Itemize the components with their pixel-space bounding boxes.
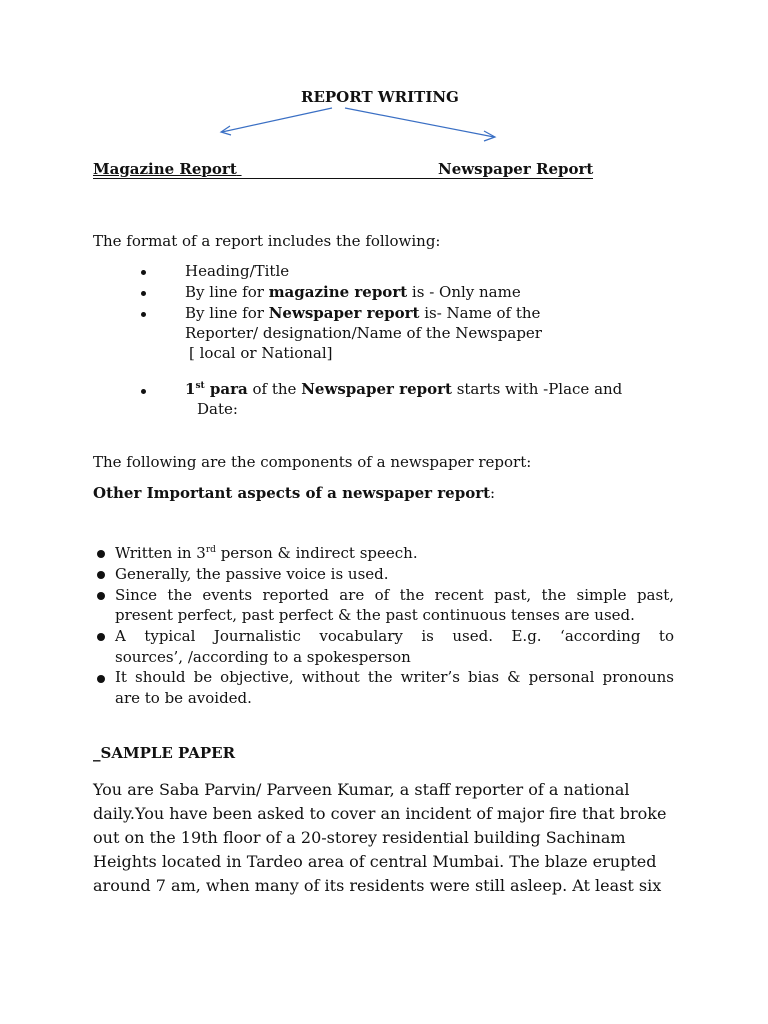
text-span: is - Only name — [407, 283, 521, 301]
aspects-heading — [93, 484, 495, 502]
text-span: of the — [247, 380, 302, 398]
sample-paper-line: You are Saba Parvin/ Parveen Kumar, a staff reporter of a national — [93, 780, 630, 799]
text-span: person & indirect speech. — [215, 544, 418, 562]
bullet-dot — [141, 291, 146, 296]
arrow-left-line — [222, 108, 332, 132]
format-item-byline-newspaper — [185, 304, 540, 322]
text-span: By line for — [185, 283, 269, 301]
text-bold: Newspaper report — [268, 304, 420, 322]
format-item-byline-magazine — [185, 283, 521, 301]
text-span: para — [204, 380, 248, 398]
bullet-dot — [141, 270, 146, 275]
bullet-dot — [97, 592, 105, 600]
aspect-item-tenses: Since the events reported are of the recent past, the simple past, — [115, 586, 674, 604]
aspect-item-vocabulary-line2: sources’, /according to a spokesperson — [115, 648, 411, 666]
page-title: REPORT WRITING — [301, 88, 459, 106]
superscript: rd — [205, 545, 216, 555]
format-item-byline-newspaper-line3: [ local or National] — [189, 344, 333, 362]
format-item-first-para-line2: Date: — [197, 400, 238, 418]
superscript: st — [195, 381, 205, 391]
format-item-heading: Heading/Title — [185, 262, 290, 280]
format-item-byline-newspaper-line2: Reporter/ designation/Name of the Newspaper — [185, 324, 542, 342]
bullet-dot — [141, 389, 146, 394]
format-item-first-para — [185, 380, 622, 398]
newspaper-report-label: Newspaper Report — [438, 160, 594, 178]
aspect-item-vocabulary: A typical Journalistic vocabulary is used. E.g. ‘according to — [115, 627, 674, 645]
format-intro: The format of a report includes the following: — [93, 232, 441, 250]
aspect-item-objective: It should be objective, without the writer’s bias & personal pronouns — [115, 668, 674, 686]
text-bold: Newspaper report — [301, 380, 452, 398]
sample-paper-line: around 7 am, when many of its residents were still asleep. At least six — [93, 876, 662, 895]
text-span: : — [490, 484, 496, 502]
text-bold: magazine report — [268, 283, 408, 301]
aspect-item-passive: Generally, the passive voice is used. — [115, 565, 389, 583]
text-span: 1 — [185, 380, 196, 398]
magazine-report-label: Magazine Report — [93, 160, 237, 178]
bullet-dot — [97, 550, 105, 558]
sample-paper-line: Heights located in Tardeo area of central Mumbai. The blaze erupted — [93, 852, 657, 871]
sample-paper-line: out on the 19th floor of a 20-storey residential building Sachinam — [93, 828, 626, 847]
sample-paper-line: daily.You have been asked to cover an incident of major fire that broke — [93, 804, 667, 823]
report-types-line — [93, 160, 593, 178]
text-bold: Other Important aspects of a newspaper report — [93, 484, 491, 502]
bullet-dot — [97, 675, 105, 683]
aspect-item-objective-line2: are to be avoided. — [115, 689, 252, 707]
text-span: Written in 3 — [115, 544, 206, 562]
components-line: The following are the components of a newspaper report: — [93, 453, 532, 471]
text-span: is- Name of the — [419, 304, 541, 322]
text-span: By line for — [185, 304, 269, 322]
bullet-dot — [97, 571, 105, 579]
types-underline — [93, 178, 593, 179]
sample-paper-heading: _SAMPLE PAPER — [93, 744, 236, 762]
branch-arrows-diagram — [210, 104, 510, 144]
bullet-dot — [97, 633, 105, 641]
aspect-item-person — [115, 544, 418, 562]
arrow-right-line — [345, 108, 494, 137]
aspect-item-tenses-line2: present perfect, past perfect & the past continuous tenses are used. — [115, 606, 635, 624]
text-span: starts with -Place and — [451, 380, 623, 398]
bullet-dot — [141, 312, 146, 317]
